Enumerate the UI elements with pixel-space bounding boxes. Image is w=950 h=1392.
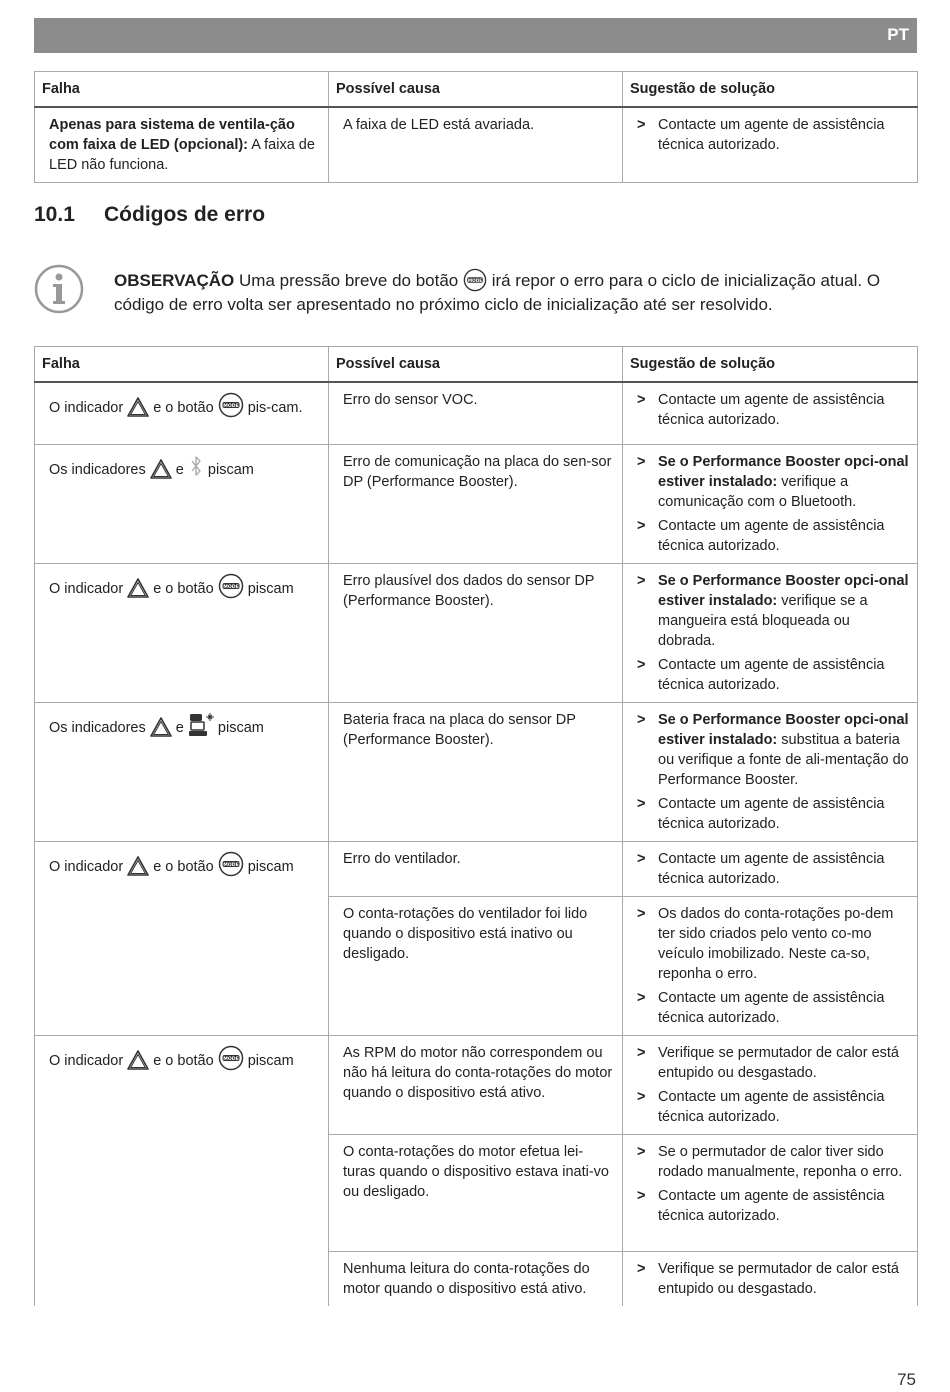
mode-button-icon (463, 268, 487, 292)
language-code: PT (887, 25, 909, 44)
table-row (35, 444, 918, 563)
cause-cell: O conta-rotações do ventilador foi lido quando o dispositivo está inativo ou desligado. (329, 896, 623, 1035)
error-codes-table (34, 346, 918, 1306)
page-number: 75 (897, 1370, 916, 1389)
battery-sensor-icon (188, 712, 214, 738)
section-number: 10.1 (34, 203, 75, 226)
mode-button-icon (218, 392, 244, 418)
column-header-solution: Sugestão de solução (623, 72, 918, 108)
mode-button-icon (218, 851, 244, 877)
solution-cell: > Se o Performance Booster opci-onal estiver instalado: verifique a comunicação com o Bluetooth. > Contacte um agente de assistência técnica autorizado. (623, 444, 918, 563)
warning-triangle-icon (127, 1049, 149, 1071)
table-row (35, 382, 918, 444)
fault-cell: Os indicadores e piscam (35, 702, 329, 841)
cause-cell: Erro do ventilador. (329, 841, 623, 896)
fault-cell: O indicador e o botão piscam (35, 563, 329, 702)
warning-triangle-icon (127, 855, 149, 877)
solution-cell: > Se o Performance Booster opci-onal estiver instalado: substitua a bateria ou verifique a fonte de ali-mentação do Performance Booster. > Contacte um agente de assistência técnica autorizado. (623, 702, 918, 841)
cause-cell: O conta-rotações do motor efetua lei-turas quando o dispositivo estava inati-vo ou desligado. (329, 1134, 623, 1251)
warning-triangle-icon (127, 396, 149, 418)
cause-cell: Nenhuma leitura do conta-rotações do motor quando o dispositivo está ativo. (329, 1251, 623, 1306)
mode-button-icon (218, 1045, 244, 1071)
cause-cell: Erro plausível dos dados do sensor DP (Performance Booster). (329, 563, 623, 702)
fault-cell: O indicador e o botão piscam (35, 841, 329, 1035)
header-bar (34, 18, 917, 53)
cause-cell: Erro do sensor VOC. (329, 382, 623, 444)
fault-table-led (34, 71, 918, 183)
table-row (35, 563, 918, 702)
fault-cell: O indicador e o botão pis-cam. (35, 382, 329, 444)
solution-cell: > Contacte um agente de assistência técnica autorizado. (623, 107, 918, 183)
solution-cell: > Contacte um agente de assistência técnica autorizado. (623, 382, 918, 444)
bluetooth-icon (188, 454, 204, 480)
column-header-fault: Falha (35, 347, 329, 383)
fault-cell: Apenas para sistema de ventila-ção com faixa de LED (opcional): A faixa de LED não funciona. (35, 107, 329, 183)
warning-triangle-icon (150, 716, 172, 738)
mode-button-icon (218, 573, 244, 599)
table-row (35, 841, 918, 896)
solution-cell: > Verifique se permutador de calor está entupido ou desgastado. (623, 1251, 918, 1306)
note-text: OBSERVAÇÃO Uma pressão breve do botão irá repor o erro para o ciclo de inicialização atual. O código de erro volta ser apresentado no próximo ciclo de inicialização até ser resolvido. (114, 268, 914, 317)
warning-triangle-icon (150, 458, 172, 480)
cause-cell: A faixa de LED está avariada. (329, 107, 623, 183)
column-header-cause: Possível causa (329, 72, 623, 108)
column-header-solution: Sugestão de solução (623, 347, 918, 383)
table-row (35, 107, 918, 183)
column-header-cause: Possível causa (329, 347, 623, 383)
fault-cell: O indicador e o botão piscam (35, 1035, 329, 1306)
solution-cell: > Verifique se permutador de calor está entupido ou desgastado. > Contacte um agente de assistência técnica autorizado. (623, 1035, 918, 1134)
section-heading (34, 205, 265, 225)
table-row (35, 1035, 918, 1134)
cause-cell: As RPM do motor não correspondem ou não há leitura do conta-rotações do motor quando o dispositivo está ativo. (329, 1035, 623, 1134)
cause-cell: Erro de comunicação na placa do sen-sor DP (Performance Booster). (329, 444, 623, 563)
column-header-fault: Falha (35, 72, 329, 108)
solution-cell: > Os dados do conta-rotações po-dem ter sido criados pelo vento co-mo veículo imobilizado. Neste ca-so, reponha o erro. > Contacte um agente de assistência técnica autorizado. (623, 896, 918, 1035)
arrow-icon: > (637, 117, 646, 133)
section-title: Códigos de erro (104, 203, 266, 226)
table-row (35, 702, 918, 841)
solution-cell: > Se o Performance Booster opci-onal estiver instalado: verifique se a mangueira está bloqueada ou dobrada. > Contacte um agente de assistência técnica autorizado. (623, 563, 918, 702)
fault-cell: Os indicadores e piscam (35, 444, 329, 563)
warning-triangle-icon (127, 577, 149, 599)
info-icon (34, 264, 84, 314)
solution-cell: > Contacte um agente de assistência técnica autorizado. (623, 841, 918, 896)
cause-cell: Bateria fraca na placa do sensor DP (Performance Booster). (329, 702, 623, 841)
solution-cell: > Se o permutador de calor tiver sido rodado manualmente, reponha o erro. > Contacte um agente de assistência técnica autorizado. (623, 1134, 918, 1251)
